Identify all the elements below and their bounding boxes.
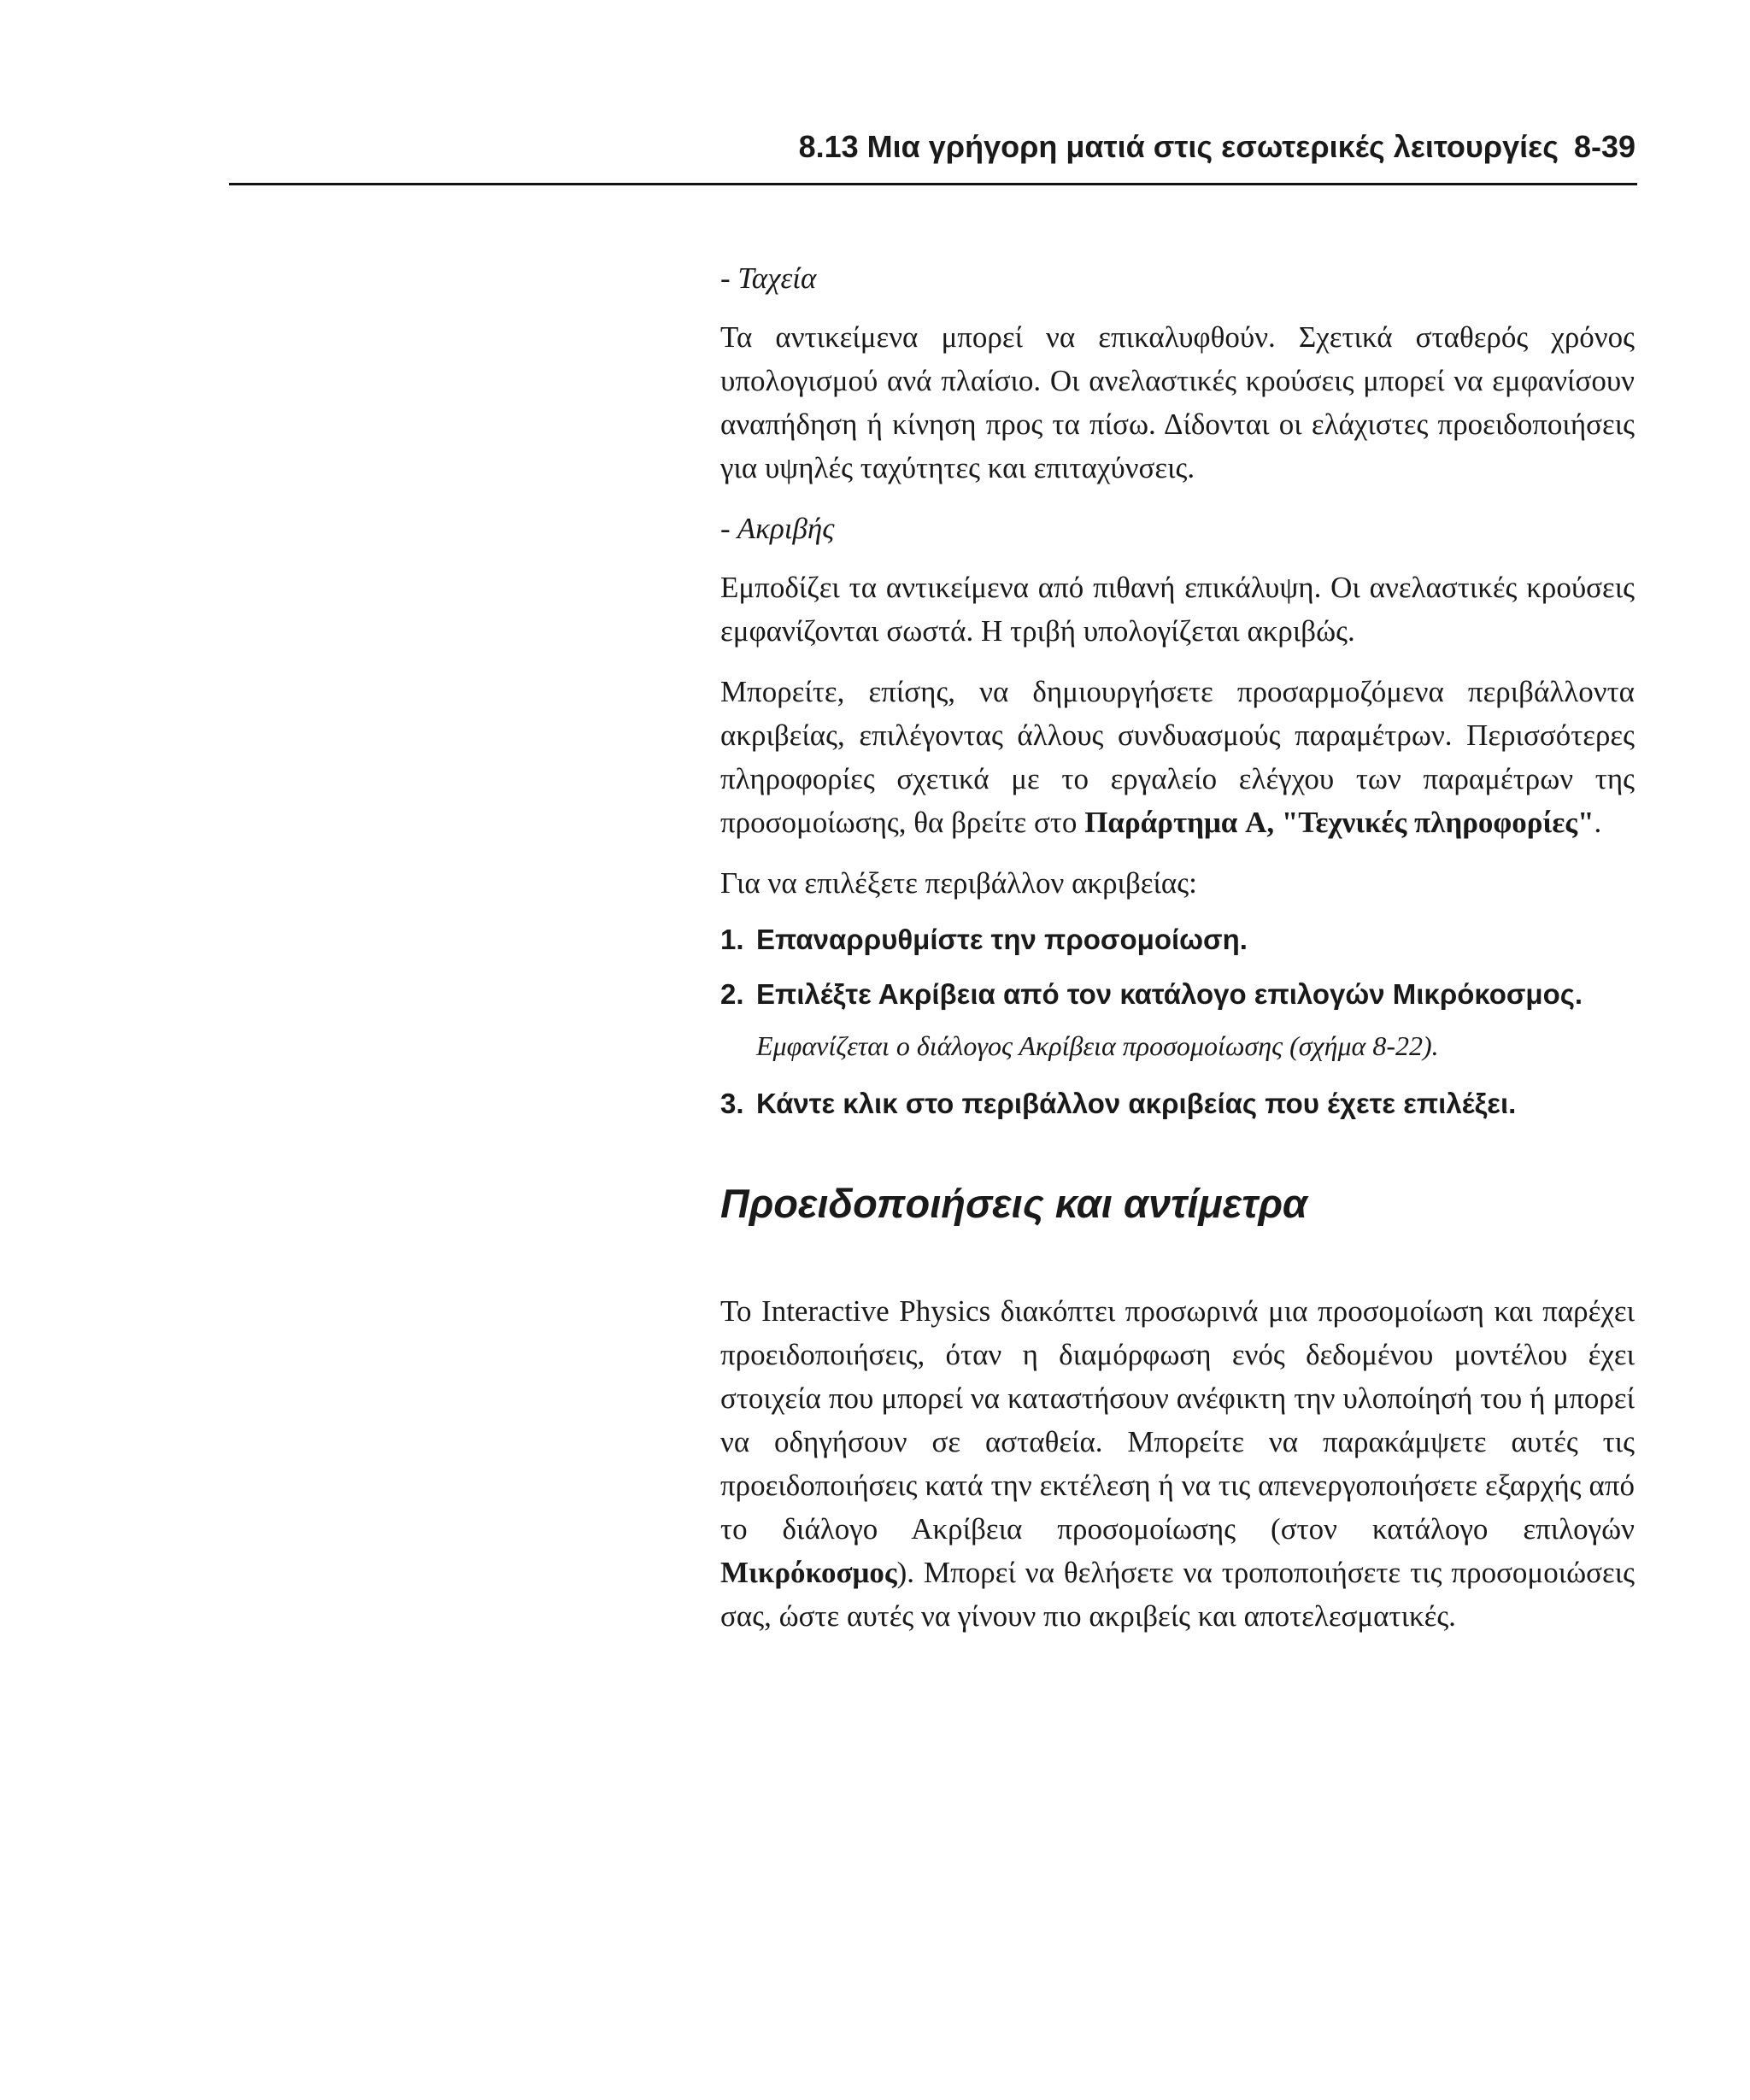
step-item [720,917,1635,963]
warnings-text-end: ). Μπορεί να θελήσετε να τροποποιήσετε τις προσομοιώσεις σας, ώστε αυτές να γίνουν πιο ακριβείς και αποτελεσματικές. [720,1556,1635,1633]
step-text: Επιλέξτε Ακρίβεια από τον κατάλογο επιλογών Μικρόκοσμος. [756,978,1583,1010]
appendix-reference: Παράρτημα A, "Τεχνικές πληροφορίες" [1084,806,1594,839]
custom-end: . [1594,806,1602,839]
steps-intro: Για να επιλέξετε περιβάλλον ακριβείας: [720,866,1197,900]
subheading-accurate: - Ακριβής [720,512,835,545]
warnings-text: Το Interactive Physics διακόπτει προσωρινά μια προσομοίωση και παρέχει προειδοποιήσεις, όταν η διαμόρφωση ενός δεδομένου μοντέλου έχει στοιχεία που μπορεί να καταστήσουν ανέφικτη την υλοποίησή του ή μπορεί να οδηγήσουν σε ασταθεία. Μπορείτε να παρακάμψετε αυτές τις προειδοποιήσεις κατά την εκτέλεση ή να τις απενεργοποιήσετε εξαρχής από το διάλογο Ακρίβεια προσομοίωσης (στον κατάλογο επιλογών [720,1294,1635,1546]
paragraph-accurate: Εμποδίζει τα αντικείμενα από πιθανή επικάλυψη. Οι ανελαστικές κρούσεις εμφανίζονται σωστά. Η τριβή υπολογίζεται ακριβώς. [720,571,1635,648]
section-heading: Προειδοποιήσεις και αντίμετρα [720,1181,1308,1226]
step-number: 3. [720,1088,744,1119]
step-text: Κάντε κλικ στο περιβάλλον ακριβείας που έχετε επιλέξει. [756,1088,1517,1119]
paragraph-fast: Τα αντικείμενα μπορεί να επικαλυφθούν. Σχετικά σταθερός χρόνος υπολογισμού ανά πλαίσιο. Οι ανελαστικές κρούσεις μπορεί να εμφανίσουν αναπήδηση ή κίνηση προς τα πίσω. Δίδονται οι ελάχιστες προειδοποιήσεις για υψηλές ταχύτητες και επιταχύνσεις. [720,320,1635,484]
step-item [720,971,1635,1018]
paragraph-custom [720,670,1635,844]
custom-text: Μπορείτε, επίσης, να δημιουργήσετε προσαρμοζόμενα περιβάλλοντα ακριβείας, επιλέγοντας άλλους συνδυασμούς παραμέτρων. Περισσότερες πληροφορίες σχετικά με το εργαλείο ελέγχου των παραμέτρων της προσομοίωσης, θα βρείτε στο [720,675,1635,839]
main-content [720,256,1635,1655]
page-number: 8-39 [1573,129,1635,164]
step-number: 2. [720,978,744,1010]
header-title: 8.13 Μια γρήγορη ματιά στις εσωτερικές λειτουργίες [798,129,1559,164]
running-header [229,128,1637,185]
step-note: Εμφανίζεται ο διάλογος Ακρίβεια προσομοίωσης (σχήμα 8-22). [756,1030,1439,1061]
header-text [799,128,1635,166]
step-item [720,1081,1635,1127]
step-text: Επαναρρυθμίστε την προσομοίωση. [756,924,1248,955]
subheading-fast: - Ταχεία [720,261,817,295]
menu-name: Μικρόκοσμος [720,1556,897,1589]
paragraph-warnings [720,1289,1635,1638]
step-number: 1. [720,924,744,955]
